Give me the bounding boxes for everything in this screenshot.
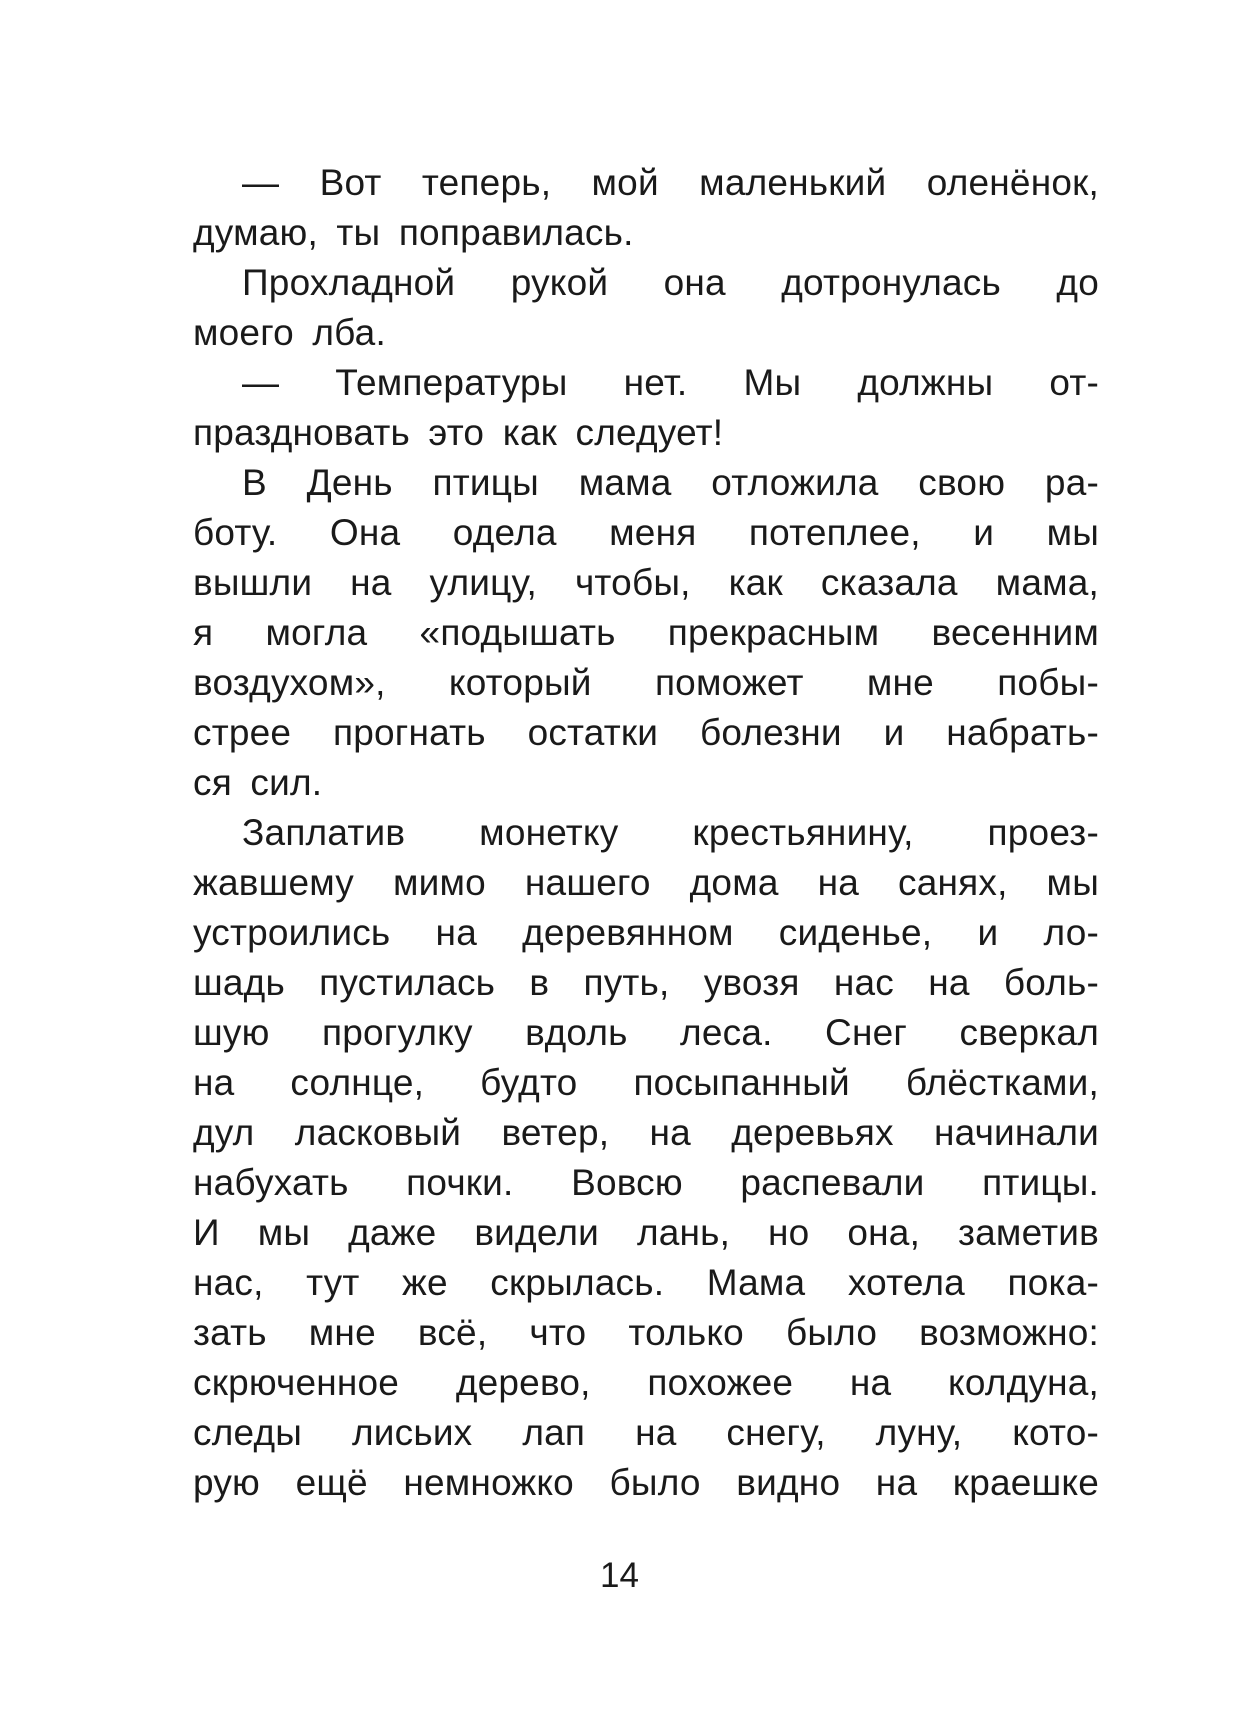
text-line: следы лисьих лап на снегу, луну, кото- xyxy=(193,1412,1099,1453)
paragraph-2 xyxy=(193,258,1099,358)
text-line: Заплатив монетку крестьянину, проез- xyxy=(242,812,1099,853)
text-line: я могла «подышать прекрасным весенним xyxy=(193,612,1099,653)
text-line: стрее прогнать остатки болезни и набрать- xyxy=(193,712,1099,753)
paragraph-4 xyxy=(193,458,1099,808)
text-line: думаю, ты поправилась. xyxy=(193,212,634,253)
text-line: И мы даже видели лань, но она, заметив xyxy=(193,1212,1099,1253)
page-number: 14 xyxy=(600,1556,639,1595)
text-line: устроились на деревянном сиденье, и ло- xyxy=(193,912,1099,953)
paragraph-3 xyxy=(193,358,1099,458)
text-line: моего лба. xyxy=(193,312,386,353)
text-line: боту. Она одела меня потеплее, и мы xyxy=(193,512,1099,553)
text-line: зать мне всё, что только было возможно: xyxy=(193,1312,1099,1353)
paragraph-1 xyxy=(193,158,1099,258)
text-line: шадь пустилась в путь, увозя нас на боль- xyxy=(193,962,1099,1003)
text-line: набухать почки. Вовсю распевали птицы. xyxy=(193,1162,1099,1203)
paragraph-5 xyxy=(193,808,1099,1508)
text-line: шую прогулку вдоль леса. Снег сверкал xyxy=(193,1012,1099,1053)
text-line: вышли на улицу, чтобы, как сказала мама, xyxy=(193,562,1099,603)
text-line: жавшему мимо нашего дома на санях, мы xyxy=(193,862,1099,903)
text-line: дул ласковый ветер, на деревьях начинали xyxy=(193,1112,1099,1153)
text-line: скрюченное дерево, похожее на колдуна, xyxy=(193,1362,1099,1403)
body-text xyxy=(193,158,1099,1508)
text-line: праздновать это как следует! xyxy=(193,412,724,453)
text-line: — Вот теперь, мой маленький оленёнок, xyxy=(242,162,1099,203)
text-line: нас, тут же скрылась. Мама хотела пока- xyxy=(193,1262,1099,1303)
text-line: — Температуры нет. Мы должны от- xyxy=(242,362,1099,403)
text-line: Прохладной рукой она дотронулась до xyxy=(242,262,1099,303)
text-line: рую ещё немножко было видно на краешке xyxy=(193,1462,1099,1503)
text-line: воздухом», который поможет мне побы- xyxy=(193,662,1099,703)
text-line: В День птицы мама отложила свою ра- xyxy=(242,462,1099,503)
text-line: ся сил. xyxy=(193,762,323,803)
text-line: на солнце, будто посыпанный блёстками, xyxy=(193,1062,1099,1103)
